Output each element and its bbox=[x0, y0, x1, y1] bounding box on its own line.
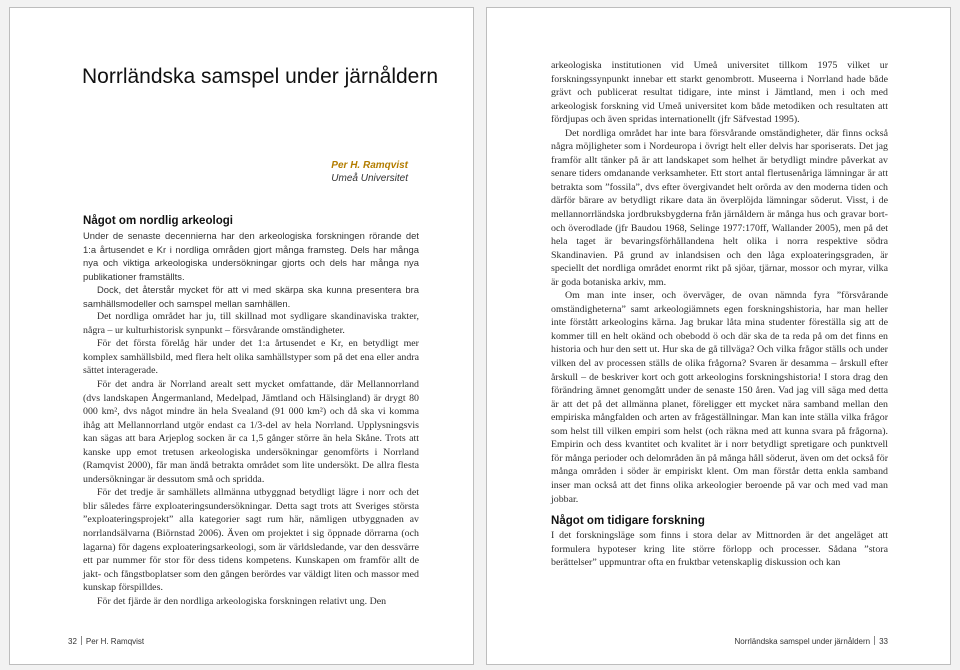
right-page bbox=[486, 7, 951, 665]
paragraph: För det andra är Norrland arealt sett mycket omfattande, där Mellannorrland (dvs landskapen Ångermanland, Medelpad, Jämtland och Hälsingland) är drygt 80 000 km², dvs något mindre än hela Svealand (91 000 km²) och då ska vi komma ihåg att Mellannorrland utgör endast ca 1/3-del av hela Norrland. Upplysningsvis kan sägas att bara Arjeplog socken är ca 1,5 gånger större än hela Skåne. Trots att kanske upp emot tretusen arkeologiska undersökningar genomförts i Norrland (Ramqvist 2000), får man ändå betrakta området som lite undersökt. De allra flesta undersökningar är dessutom små och spridda. bbox=[83, 379, 419, 485]
author-name: Per H. Ramqvist bbox=[331, 160, 408, 171]
paragraph: Om man inte inser, och överväger, de ovan nämnda fyra ”försvårande omständigheterna” samt arkeologiämnets egen forskningshistoria, har man heller inte förstått arkeologins kärna. Jag brukar låta mina studenter föreställa sig att de kommer till en helt okänd och obebodd ö och där ska de ta reda på om det finns en historia och hur den sett ut. Hur ska de gå tillväga? Och vilka frågor ställs och under vilken del av processen ställs de olika frågorna? Svaren är desamma – årskull efter årskull – de beskriver kort och gott arkeologins forskningshistoria! I stora drag den förändring ämnet genomgått under de senaste 150 åren. Vad jag vill säga med detta är att det på det allmänna planet, föreligger ett mycket nära samband mellan den empiriska mångfalden och arten av frågeställningar. Man kan inte ställa vilka frågor som helst till vilken empiri som helst (och räkna med att kunna svara på frågorna). Empirin och dess kvantitet och kvalitet är i norr betydligt spretigare och punktvell för många perioder och delområden än på många håll söderut, även om det också för många områden i söder är empiriskt klent. Om man förstår detta enkla samband inser man också att det finns olika arkeologier beroende på var och med vad man jobbar. bbox=[551, 290, 888, 505]
author-block bbox=[331, 159, 408, 185]
paragraph: I det forskningsläge som finns i stora delar av Mittnorden är det angeläget att formulera hypoteser kring lite större förlopp och processer. Sådana ”stora berättelser” uppmuntrar ofta en fruktbar vetenskaplig diskussion och kan bbox=[551, 530, 888, 569]
paragraph: arkeologiska institutionen vid Umeå universitet tillkom 1975 vilket ur forskningssynpunkt innebar ett starkt genombrott. Museerna i Norrland hade både grävt och publicerat resultat tidigare, inte minst i Jämtland, men i och med arkeologisk forskning vid Umeå universitet kom både metodiken och resultaten att fördjupas och även spridas internationellt (jfr Säfvestad 1995). bbox=[551, 60, 888, 126]
section-heading-nordlig: Något om nordlig arkeologi bbox=[83, 215, 234, 227]
page-number: 32 bbox=[68, 637, 77, 646]
right-footer bbox=[734, 636, 888, 646]
footer-author: Per H. Ramqvist bbox=[85, 637, 145, 646]
page-number: 33 bbox=[879, 637, 888, 646]
paragraph: Dock, det återstår mycket för att vi med skärpa ska kunna presentera bra samhällsmodeller och samspel mellan samhällen. bbox=[83, 284, 419, 309]
left-text-column bbox=[83, 214, 419, 608]
article-title: Norrländska samspel under järnåldern bbox=[82, 65, 439, 88]
intro-paragraph: Under de senaste decennierna har den arkeologiska forskningen rörande det 1:a årtusendet e Kr i nordliga områden gjort många framsteg. Dels har många nya och viktiga arkeologiska undersökningar gjorts och dels har många nya publikationer framställts. bbox=[83, 230, 419, 282]
footer-divider bbox=[81, 636, 82, 645]
paragraph: För det tredje är samhällets allmänna utbyggnad betydligt lägre i norr och det blir således färre exploateringsundersökningar. Detta sagt trots att Sveriges största ”exploateringsprojekt” alla kategorier sagt rum här, nämligen utbyggnaden av norrlandsälvarna (Biörnstad 2006). Även om projektet i sig öppnade dörrarna (och lagarna) för dagens exploateringsarkeologi, som är världsledande, var den dessvärre ett par nummer för stor för dess tidens kompetens. Kunskapen om framför allt de jakt- och fångstboplatser som den gången berördes var väldigt liten och massor med kunskap förspilldes. bbox=[83, 487, 419, 594]
section-heading-tidigare: Något om tidigare forskning bbox=[551, 515, 705, 528]
paragraph: För det första förelåg här under det 1:a årtusendet e Kr, en betydligt mer komplex samhällsbild, med flera helt olika samhällstyper som på det ena eller andra sättet interagerade. bbox=[83, 338, 419, 377]
paragraph: För det fjärde är den nordliga arkeologiska forskningen relativt ung. Den bbox=[97, 595, 387, 607]
left-footer bbox=[68, 636, 144, 646]
paragraph: Det nordliga området har ju, till skillnad mot sydligare skandinaviska trakter, några – ur kulturhistorisk synpunkt – försvårande omständigheter. bbox=[83, 311, 419, 336]
footer-divider bbox=[874, 636, 875, 645]
author-affiliation: Umeå Universitet bbox=[331, 173, 408, 184]
left-page bbox=[9, 7, 474, 665]
footer-title: Norrländska samspel under järnåldern bbox=[734, 637, 871, 646]
right-text-column bbox=[551, 59, 888, 570]
paragraph: Det nordliga området har inte bara försvårande omständigheter, där finns också några möjligheter som i Nordeuropa i övrigt helt eller delvis har sporiserats. Det jag framför allt tänker på är att landskapet som helhet är betydligt mindre påverkat av senare tiders omdanande verksamheter. Ett stort antal flertusenåriga lämningar är att betrakta som ”fossila”, dvs efter övergivandet helt orörda av den moderna tiden och därför bärare av betydligt rikare data än överplöjda lämningar söderut. Visst, i de mellannorrländska jordbruksbygderna från järnåldern är många hus och gravar bort- och överodlade (jfr Baudou 1968, Selinge 1977:170ff, Wallander 2005), men på det hela taget är bevaringsförhållandena helt olika i norra respektive södra Skandinavien. På grund av inlandsisen och den låga exploateringsgraden, är speciellt det nordliga området enormt rikt på sjöar, tjärnar, mossor och myrar, vilka är goda botaniska arkiv, mm. bbox=[551, 127, 888, 288]
